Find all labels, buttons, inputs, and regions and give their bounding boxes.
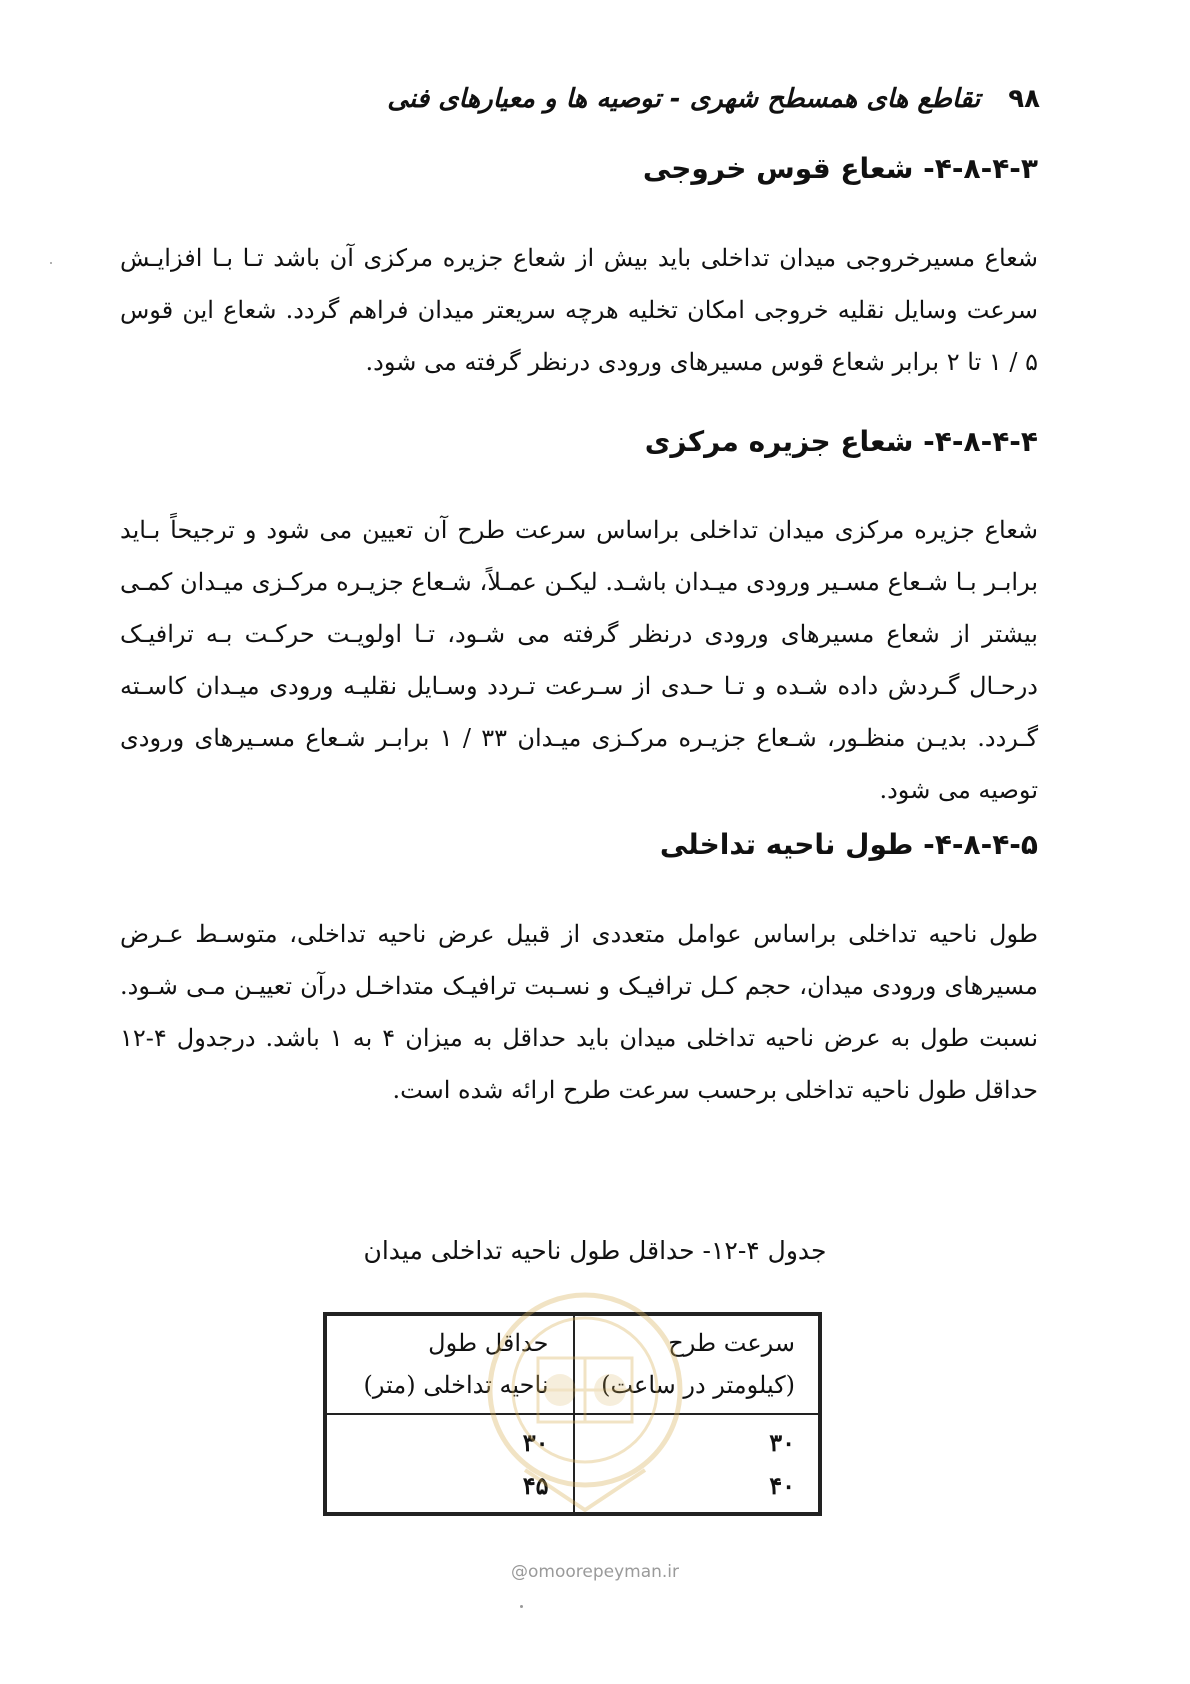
section-heading: ۴-۸-۴-۳- شعاع قوس خروجی [642, 152, 1038, 185]
header-line: ناحیه تداخلی (متر) [363, 1371, 549, 1399]
scan-speck [520, 1605, 523, 1608]
watermark-url: @omoorepeyman.ir [510, 1562, 680, 1582]
running-header [150, 84, 1040, 114]
table-column-values [326, 1415, 573, 1513]
paragraph-text: طول ناحیه تداخلی براساس عوامل متعددی از قبیل عرض ناحیه تداخلی، متوسـط عـرض مسیرهای ورودی میدان، حجم کـل ترافیـک و نسـبت ترافیـک متداخـل درآن تعییـن مـی شـود. نسبت طول به عرض ناحیه تداخلی میدان باید حداقل به میزان ۴ به ۱ باشد. درجدول ۴-۱۲ حداقل طول ناحیه تداخلی برحسب سرعت طرح ارائه شده است. [120, 920, 1039, 1104]
section-paragraph [120, 232, 1038, 388]
table-cell: ۴۰ [769, 1471, 795, 1500]
section-heading: ۴-۸-۴-۴- شعاع جزیره مرکزی [644, 425, 1038, 458]
data-table [323, 1312, 822, 1516]
section-heading: ۴-۸-۴-۵- طول ناحیه تداخلی [659, 828, 1038, 861]
header-line: (کیلومتر در ساعت) [601, 1371, 795, 1399]
header-line: حداقل طول [428, 1329, 549, 1357]
book-title: تقاطع های همسطح شهری - توصیه ها و معیارهای فنی [387, 84, 981, 114]
table-cell: ۳۰ [522, 1428, 549, 1457]
table-cell: ۴۵ [522, 1471, 549, 1500]
table-header-cell [573, 1315, 820, 1415]
paragraph-text: شعاع جزیره مرکزی میدان تداخلی براساس سرعت طرح آن تعیین می شود و ترجیحاً بـاید برابـر بـا شـعاع مسـیر ورودی میـدان باشـد. لیکـن عمـلاً، شـعاع جزیـره مرکـزی میـدان کمـی بیشتر از شعاع مسیرهای ورودی درنظر گرفته می شـود، تـا اولویـت حرکـت بـه ترافیـک درحـال گـردش داده شـده و تـا حـدی از سـرعت تـردد وسـایل نقلیـه ورودی میـدان کاسـته گـردد. بدیـن منظـور، شـعاع جزیـره مرکـزی میـدان ۳۳ / ۱ برابـر شـعاع مسـیرهای ورودی توصیه می شود. [120, 516, 1039, 804]
table-cell: ۳۰ [769, 1428, 795, 1457]
section-paragraph [120, 908, 1038, 1116]
table-header-cell [326, 1315, 573, 1415]
table-column-values [573, 1415, 820, 1513]
table-caption: جدول ۴-۱۲- حداقل طول ناحیه تداخلی میدان [363, 1236, 827, 1265]
section-paragraph [120, 504, 1038, 816]
scan-speck [50, 262, 52, 264]
page-number: ۹۸ [1008, 84, 1040, 114]
header-line: سرعت طرح [668, 1329, 795, 1357]
paragraph-text: شعاع مسیرخروجی میدان تداخلی باید بیش از شعاع جزیره مرکزی آن باشد تـا بـا افزایـش سرعت وسایل نقلیه خروجی امکان تخلیه هرچه سریعتر میدان فراهم گردد. شعاع این قوس ۵ / ۱ تا ۲ برابر شعاع قوس مسیرهای ورودی درنظر گرفته می شود. [120, 244, 1039, 376]
